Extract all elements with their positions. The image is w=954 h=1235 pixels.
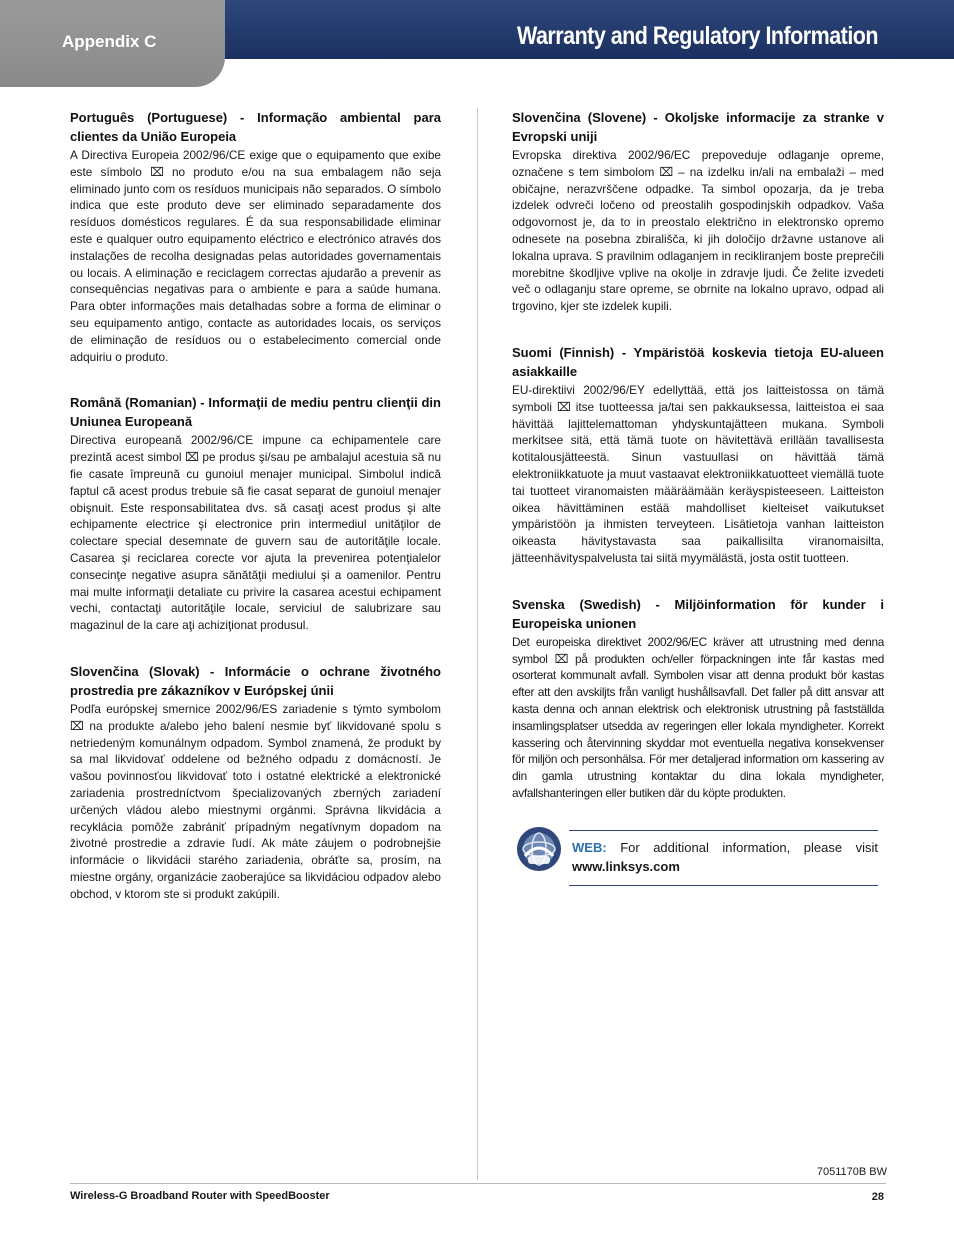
- web-description: For additional information, please visit: [620, 839, 878, 855]
- web-rule-bottom: [569, 885, 878, 886]
- section-slovene: [512, 108, 884, 315]
- web-rule-top: [569, 830, 878, 831]
- column-divider: [477, 108, 478, 1180]
- right-column: [512, 108, 884, 888]
- web-label: WEB:: [572, 839, 607, 855]
- section-slovak: [70, 662, 441, 903]
- section-title: Română (Romanian) - Informaţii de mediu pentru clienţii din Uniunea Europeană: [70, 395, 441, 430]
- section-title: Slovenčina (Slovak) - Informácie o ochrane životného prostredia pre zákazníkov v Európskej únii: [70, 663, 441, 698]
- page-number: 28: [871, 1191, 884, 1203]
- footer-product-name: Wireless-G Broadband Router with SpeedBooster: [70, 1190, 330, 1202]
- section-body: Evropska direktiva 2002/96/EC prepoveduje odlaganje opreme, označene s tem simbolom ⌧ – na izdelku in/ali na embalaži – med običajne, nerazvrščene odpadke. Ta simbol opozarja, da je treba izdelek odvreči ločeno od preostalih gospodinjskih odpadkov. Vaša odgovornost je, da to in preostalo električno in elektronsko opremo odnesete na posebna zbirališča, ki jih določijo državne ustanove ali lokalna uprava. S pravilnim odlaganjem in recikliranjem boste preprečili morebitne škodljive vplive na okolje in zdravje ljudi. Če želite izvedeti več o odlaganju stare opreme, se obrnite na lokalno upravo, odpad ali trgovino, kjer ste izdelek kupili.: [512, 148, 884, 314]
- section-body: Det europeiska direktivet 2002/96/EC kräver att utrustning med denna symbol ⌧ på produkten och/eller förpackningen inte får kastas med osorterat kommunalt avfall. Symbolen visar att denna produkt bör kastas efter att den avskiljts från vanligt hushållsavfall. Det faller på ditt ansvar att kasta denna och annan elektrisk och elektronisk utrustning på fastställda insamlingsplatser utsedda av regeringen eller lokala myndigheter. Korrekt kassering och återvinning skyddar mot eventuella negativa konsekvenser för miljön och personhälsa. För mer detaljerad information om kassering av din gamla utrustning kontaktar du dina lokala myndigheter, avfallshanteringen eller butiken där du köpte produkten.: [512, 634, 884, 800]
- section-title: Slovenčina (Slovene) - Okoljske informacije za stranke v Evropski uniji: [512, 110, 884, 144]
- section-title: Suomi (Finnish) - Ympäristöä koskevia tietoja EU-alueen asiakkaille: [512, 344, 884, 379]
- document-code: 7051170B BW: [816, 1166, 887, 1178]
- section-body: EU-direktiivi 2002/96/EY edellyttää, että jos laitteistossa on tämä symboli ⌧ itse tuotteessa ja/tai sen pakkauksessa, laitteistoa ei saa hävittää lajittelemattoman yhdyskuntajätteen mukana. Symboli merkitsee sitä, että tämä tuote on hävitettävä erillään tavallisesta kotitalousjätteestä. Sinun vastuullasi on hävittää tämä elektroniikkatuote ja muut vastaavat elektroniikkatuotteet viemällä tuote tai tuotteet viranomaisten määräämään keräyspisteeseen. Laitteiston oikea hävittäminen estää mahdolliset kielteiset vaikutukset ympäristöön ja ihmisten terveyteen. Lisätietoja vanhan laitteiston oikeasta hävitystavasta saa paikallisilta viranomaisilta, jätteenhävityspalvelusta tai siitä myymälästä, josta ostit tuotteen.: [512, 382, 884, 565]
- footer-rule: [70, 1183, 886, 1184]
- section-body: Directiva europeană 2002/96/CE impune ca echipamentele care prezintă acest simbol ⌧ pe produs şi/sau pe ambalajul acestuia să nu fie casate împreună cu gunoiul menajer municipal. Simbolul indică faptul că acest produs trebuie să fie casat separat de gunoiul menajer obişnuit. Este responsabilitatea dvs. să casaţi acest produs şi alte echipamente electrice şi electronice prin intermediul unităţilor de colectare special desemnate de guvern sau de autorităţile locale. Casarea şi reciclarea corecte vor ajuta la prevenirea potenţialelor consecinţe negative asupra sănătăţii mediului şi a oamenilor. Pentru mai multe informaţii detaliate cu privire la casarea acestui echipament vechi, contactaţi autorităţile locale, serviciul de salubrizare sau magazinul de la care aţi achiziţionat produsul.: [70, 433, 441, 633]
- web-note: [512, 830, 884, 888]
- section-portuguese: [70, 108, 441, 365]
- section-title: Português (Portuguese) - Informação ambiental para clientes da União Europeia: [70, 110, 441, 144]
- section-romanian: [70, 393, 441, 634]
- section-body: A Directiva Europeia 2002/96/CE exige que o equipamento que exibe este símbolo ⌧ no produto e/ou na sua embalagem não seja eliminado junto com os resíduos municipais não separados. O símbolo indica que este produto deve ser eliminado separadamente dos resíduos domésticos regulares. É da sua responsabilidade eliminar este e qualquer outro equipamento eléctrico e electrónico através dos instalações de recolha designadas pelas autoridades governamentais ou locais. A eliminação e reciclagem correctas ajudarão a prevenir as consequências negativas para o ambiente e para a saúde humana. Para obter informações mais detalhadas sobre a forma de eliminar o seu equipamento antigo, contacte as autoridades locais, os serviços de eliminação de resíduos ou o estabelecimento comercial onde adquiriu o produto.: [70, 148, 441, 364]
- section-swedish: [512, 595, 884, 802]
- appendix-label: Appendix C: [62, 32, 157, 51]
- section-body: Podľa európskej smernice 2002/96/ES zariadenie s týmto symbolom ⌧ na produkte a/alebo jeho balení nesmie byť likvidované spolu s netriedeným komunálnym odpadom. Symbol znamená, že produkt by sa mal likvidovať oddelene od bežného odpadu z domácností. Je vašou povinnosťou likvidovať toto i ostatné elektrické a elektronické zariadenia prostredníctvom špecializovaných zberných zariadení určených vládou alebo miestnymi orgánmi. Správna likvidácia a recyklácia pomôže zabrániť prípadným negatívnym dopadom na životné prostredie a zdravie ľudí. Ak máte záujem o podrobnejšie informácie o likvidácii starého zariadenia, obráťte sa, prosím, na miestne orgány, organizácie zaoberajúce sa likvidáciou odpadov alebo obchod, v ktorom ste si produkt zakúpili.: [70, 701, 441, 901]
- web-text: [572, 838, 878, 876]
- left-column: [70, 108, 441, 930]
- appendix-tab: [0, 0, 225, 87]
- web-url-link[interactable]: www.linksys.com: [572, 858, 680, 874]
- section-title: Svenska (Swedish) - Miljöinformation för kunder i Europeiska unionen: [512, 596, 884, 631]
- globe-icon: [516, 826, 562, 872]
- page-title: Warranty and Regulatory Information: [517, 22, 879, 50]
- section-finnish: [512, 343, 884, 567]
